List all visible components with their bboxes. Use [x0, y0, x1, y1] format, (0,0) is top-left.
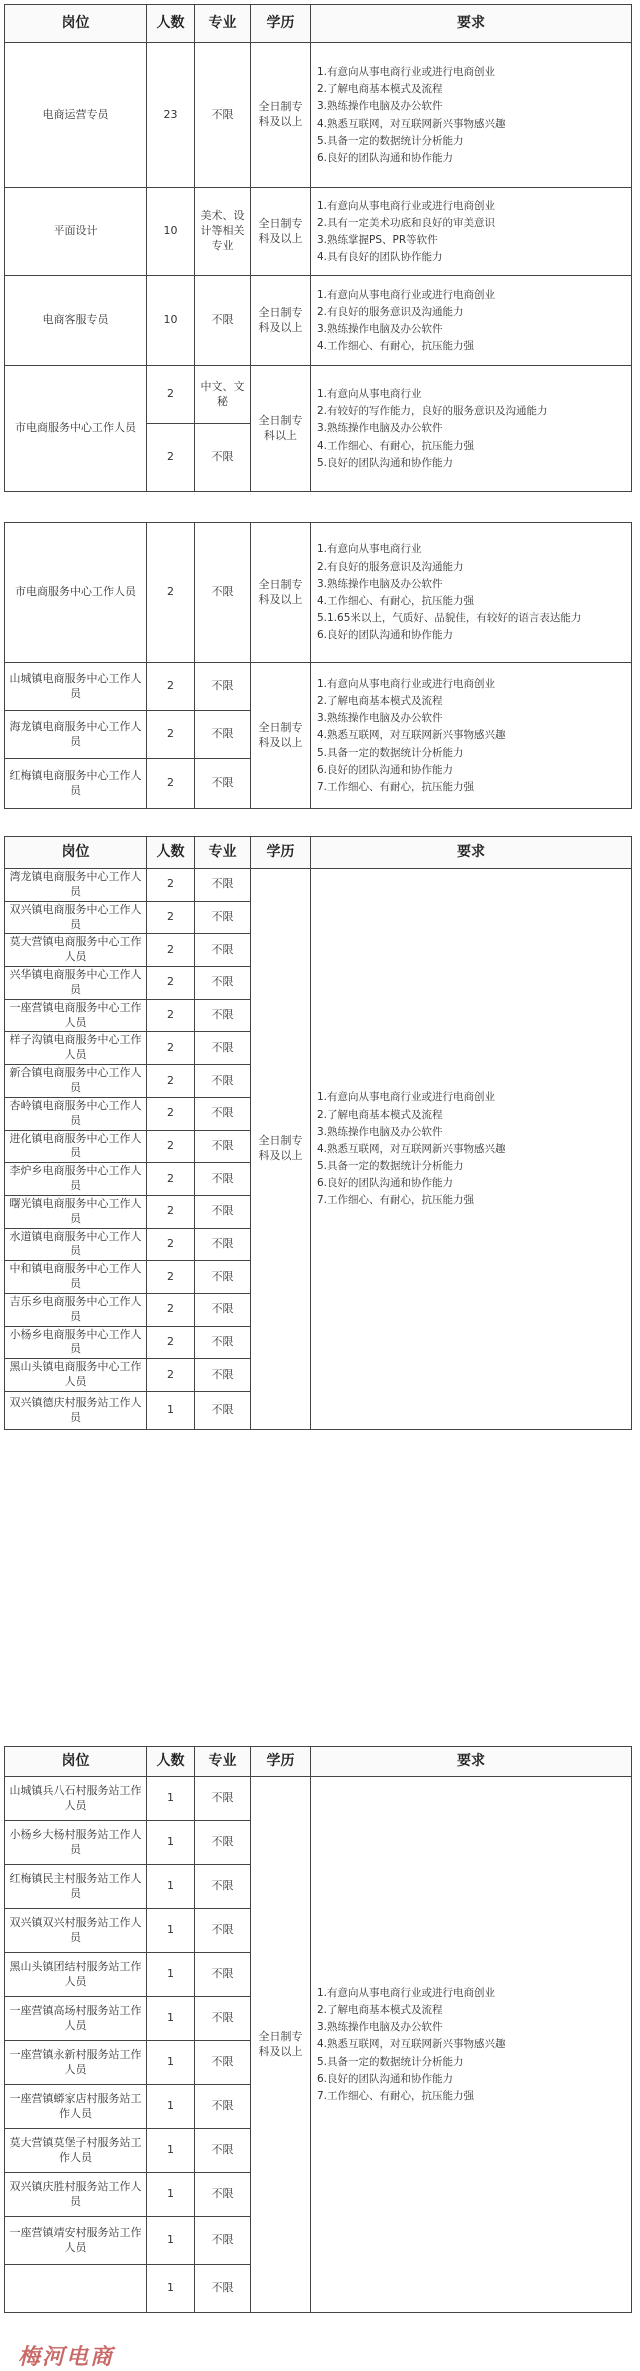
num-cell: 2 [147, 967, 195, 1000]
num-cell: 1 [147, 1821, 195, 1865]
req-line: 2.了解电商基本模式及流程 [317, 83, 443, 96]
major-cell: 不限 [195, 1777, 251, 1821]
major-cell: 不限 [195, 2173, 251, 2217]
edu-cell: 全日制专科及以上 [251, 1777, 311, 2313]
header-edu: 学历 [251, 1747, 311, 1777]
req-line: 2.了解电商基本模式及流程 [317, 1108, 443, 1121]
num-cell: 2 [147, 1097, 195, 1130]
req-line: 4.工作细心、有耐心，抗压能力强 [317, 340, 475, 353]
num-cell: 1 [147, 2173, 195, 2217]
header-post: 岗位 [5, 1747, 147, 1777]
req-line: 5.具备一定的数据统计分析能力 [317, 1160, 464, 1173]
req-line: 5.良好的团队沟通和协作能力 [317, 456, 454, 469]
edu-cell: 全日制专科及以上 [251, 869, 311, 1430]
req-cell [311, 523, 632, 663]
num-cell: 2 [147, 1326, 195, 1359]
post-cell: 山城镇兵八石村服务站工作人员 [5, 1777, 147, 1821]
header-num: 人数 [147, 5, 195, 43]
req-line: 4.熟悉互联网，对互联网新兴事物感兴趣 [317, 117, 506, 130]
post-cell: 兴华镇电商服务中心工作人员 [5, 967, 147, 1000]
num-cell: 2 [147, 999, 195, 1032]
req-line: 5.具备一定的数据统计分析能力 [317, 134, 464, 147]
table-row [5, 366, 632, 424]
header-num: 人数 [147, 1747, 195, 1777]
major-cell: 不限 [195, 1997, 251, 2041]
major-cell: 不限 [195, 869, 251, 902]
num-cell: 23 [147, 43, 195, 188]
edu-cell: 全日制专科及以上 [251, 663, 311, 809]
post-cell: 电商运营专员 [5, 43, 147, 188]
num-cell: 2 [147, 424, 195, 492]
major-cell: 不限 [195, 1195, 251, 1228]
num-cell: 2 [147, 1065, 195, 1098]
req-cell [311, 366, 632, 492]
post-cell [5, 2265, 147, 2313]
num-cell: 10 [147, 276, 195, 366]
req-line: 4.工作细心、有耐心，抗压能力强 [317, 439, 475, 452]
major-cell: 中文、文秘 [195, 366, 251, 424]
major-cell: 不限 [195, 2217, 251, 2265]
post-cell: 平面设计 [5, 188, 147, 276]
req-cell [311, 1777, 632, 2313]
post-cell: 海龙镇电商服务中心工作人员 [5, 711, 147, 759]
post-cell: 一座营镇蟒家店村服务站工作人员 [5, 2085, 147, 2129]
req-line: 1.有意向从事电商行业或进行电商创业 [317, 1986, 496, 1999]
req-line: 4.具有良好的团队协作能力 [317, 251, 443, 264]
req-line: 1.有意向从事电商行业 [317, 543, 422, 556]
post-cell: 小杨乡大杨村服务站工作人员 [5, 1821, 147, 1865]
major-cell: 美术、设计等相关专业 [195, 188, 251, 276]
edu-cell: 全日制专科及以上 [251, 276, 311, 366]
num-cell: 2 [147, 1163, 195, 1196]
post-cell: 市电商服务中心工作人员 [5, 366, 147, 492]
table-row [5, 43, 632, 188]
req-line: 4.熟悉互联网，对互联网新兴事物感兴趣 [317, 2038, 506, 2051]
num-cell: 2 [147, 1228, 195, 1261]
post-cell: 中和镇电商服务中心工作人员 [5, 1261, 147, 1294]
req-line: 2.了解电商基本模式及流程 [317, 2004, 443, 2017]
header-req: 要求 [311, 5, 632, 43]
table-row [5, 663, 632, 711]
major-cell: 不限 [195, 1130, 251, 1163]
edu-cell: 全日制专科及以上 [251, 43, 311, 188]
post-cell: 曙光镇电商服务中心工作人员 [5, 1195, 147, 1228]
post-cell: 李炉乡电商服务中心工作人员 [5, 1163, 147, 1196]
major-cell: 不限 [195, 43, 251, 188]
num-cell: 2 [147, 759, 195, 809]
num-cell: 2 [147, 869, 195, 902]
major-cell: 不限 [195, 1065, 251, 1098]
req-line: 4.工作细心、有耐心，抗压能力强 [317, 595, 475, 607]
major-cell: 不限 [195, 934, 251, 967]
req-cell [311, 276, 632, 366]
header-post: 岗位 [5, 5, 147, 43]
header-major: 专业 [195, 837, 251, 869]
header-req: 要求 [311, 837, 632, 869]
req-line: 6.良好的团队沟通和协作能力 [317, 763, 454, 776]
num-cell: 1 [147, 2129, 195, 2173]
num-cell: 2 [147, 523, 195, 663]
req-line: 2.有良好的服务意识及沟通能力 [317, 305, 464, 318]
req-line: 3.熟练操作电脑及办公软件 [317, 100, 443, 113]
header-row [5, 1747, 632, 1777]
major-cell: 不限 [195, 1228, 251, 1261]
major-cell: 不限 [195, 2085, 251, 2129]
post-cell: 一座营镇高场村服务站工作人员 [5, 1997, 147, 2041]
num-cell: 2 [147, 1130, 195, 1163]
major-cell: 不限 [195, 1163, 251, 1196]
post-cell: 小杨乡电商服务中心工作人员 [5, 1326, 147, 1359]
num-cell: 2 [147, 1359, 195, 1392]
header-edu: 学历 [251, 837, 311, 869]
major-cell: 不限 [195, 523, 251, 663]
watermark-logo: 梅河电商 [18, 2345, 115, 2370]
req-line: 5.1.65米以上，气质好、品貌佳，有较好的语言表达能力 [317, 612, 582, 625]
header-major: 专业 [195, 5, 251, 43]
table-row [5, 523, 632, 663]
req-line: 3.熟练操作电脑及办公软件 [317, 1125, 443, 1138]
req-line: 1.有意向从事电商行业或进行电商创业 [317, 199, 496, 212]
major-cell: 不限 [195, 2129, 251, 2173]
post-cell: 莫大营镇莫堡子村服务站工作人员 [5, 2129, 147, 2173]
num-cell: 2 [147, 901, 195, 934]
major-cell: 不限 [195, 759, 251, 809]
post-cell: 水道镇电商服务中心工作人员 [5, 1228, 147, 1261]
major-cell: 不限 [195, 276, 251, 366]
post-cell: 双兴镇电商服务中心工作人员 [5, 901, 147, 934]
req-line: 2.有良好的服务意识及沟通能力 [317, 560, 464, 573]
header-post: 岗位 [5, 837, 147, 869]
req-line: 3.熟练操作电脑及办公软件 [317, 323, 443, 335]
table-1 [4, 4, 632, 492]
req-line: 1.有意向从事电商行业或进行电商创业 [317, 288, 496, 301]
num-cell: 2 [147, 711, 195, 759]
num-cell: 1 [147, 1909, 195, 1953]
req-line: 6.良好的团队沟通和协作能力 [317, 629, 454, 642]
req-line: 7.工作细心、有耐心，抗压能力强 [317, 780, 475, 793]
req-line: 2.了解电商基本模式及流程 [317, 695, 443, 708]
post-cell: 湾龙镇电商服务中心工作人员 [5, 869, 147, 902]
post-cell: 进化镇电商服务中心工作人员 [5, 1130, 147, 1163]
major-cell: 不限 [195, 901, 251, 934]
table-2 [4, 522, 632, 809]
major-cell: 不限 [195, 1293, 251, 1326]
major-cell: 不限 [195, 1326, 251, 1359]
table-4 [4, 1746, 632, 2313]
header-req: 要求 [311, 1747, 632, 1777]
req-line: 3.熟练掌握PS、PR等软件 [317, 234, 438, 246]
num-cell: 2 [147, 1261, 195, 1294]
major-cell: 不限 [195, 1953, 251, 1997]
num-cell: 2 [147, 1032, 195, 1065]
major-cell: 不限 [195, 1261, 251, 1294]
table-3 [4, 836, 632, 1430]
post-cell: 吉乐乡电商服务中心工作人员 [5, 1293, 147, 1326]
req-line: 1.有意向从事电商行业或进行电商创业 [317, 1091, 496, 1104]
req-line: 1.有意向从事电商行业 [317, 388, 422, 401]
major-cell: 不限 [195, 999, 251, 1032]
req-line: 6.良好的团队沟通和协作能力 [317, 1177, 454, 1190]
post-cell: 一座营镇靖安村服务站工作人员 [5, 2217, 147, 2265]
header-row [5, 5, 632, 43]
post-cell: 双兴镇庆胜村服务站工作人员 [5, 2173, 147, 2217]
req-line: 5.具备一定的数据统计分析能力 [317, 2055, 464, 2068]
req-cell [311, 43, 632, 188]
post-cell: 一座营镇永新村服务站工作人员 [5, 2041, 147, 2085]
table-row [5, 1777, 632, 1821]
edu-cell: 全日制专科以上 [251, 366, 311, 492]
req-line: 3.熟练操作电脑及办公软件 [317, 2021, 443, 2034]
req-line: 2.具有一定美术功底和良好的审美意识 [317, 216, 496, 229]
post-cell: 黑山头镇电商服务中心工作人员 [5, 1359, 147, 1392]
post-cell: 样子沟镇电商服务中心工作人员 [5, 1032, 147, 1065]
num-cell: 1 [147, 1777, 195, 1821]
req-line: 6.良好的团队沟通和协作能力 [317, 151, 454, 164]
header-major: 专业 [195, 1747, 251, 1777]
req-line: 5.具备一定的数据统计分析能力 [317, 746, 464, 759]
major-cell: 不限 [195, 1821, 251, 1865]
table-row [5, 276, 632, 366]
header-edu: 学历 [251, 5, 311, 43]
req-line: 4.熟悉互联网，对互联网新兴事物感兴趣 [317, 729, 506, 742]
num-cell: 1 [147, 1997, 195, 2041]
req-line: 3.熟练操作电脑及办公软件 [317, 422, 443, 435]
major-cell: 不限 [195, 1909, 251, 1953]
table-row [5, 869, 632, 902]
major-cell: 不限 [195, 711, 251, 759]
post-cell: 山城镇电商服务中心工作人员 [5, 663, 147, 711]
num-cell: 1 [147, 2217, 195, 2265]
post-cell: 电商客服专员 [5, 276, 147, 366]
header-row [5, 837, 632, 869]
num-cell: 1 [147, 2085, 195, 2129]
post-cell: 双兴镇双兴村服务站工作人员 [5, 1909, 147, 1953]
major-cell: 不限 [195, 663, 251, 711]
major-cell: 不限 [195, 2265, 251, 2313]
req-line: 4.熟悉互联网，对互联网新兴事物感兴趣 [317, 1142, 506, 1155]
post-cell: 红梅镇民主村服务站工作人员 [5, 1865, 147, 1909]
major-cell: 不限 [195, 1359, 251, 1392]
num-cell: 1 [147, 2265, 195, 2313]
post-cell: 莫大营镇电商服务中心工作人员 [5, 934, 147, 967]
req-line: 1.有意向从事电商行业或进行电商创业 [317, 677, 496, 690]
num-cell: 1 [147, 1865, 195, 1909]
major-cell: 不限 [195, 1032, 251, 1065]
num-cell: 2 [147, 934, 195, 967]
num-cell: 1 [147, 2041, 195, 2085]
num-cell: 2 [147, 1293, 195, 1326]
num-cell: 1 [147, 1392, 195, 1430]
major-cell: 不限 [195, 2041, 251, 2085]
num-cell: 2 [147, 1195, 195, 1228]
major-cell: 不限 [195, 1097, 251, 1130]
req-cell [311, 869, 632, 1430]
req-line: 2.有较好的写作能力，良好的服务意识及沟通能力 [317, 405, 548, 418]
req-line: 3.熟练操作电脑及办公软件 [317, 712, 443, 725]
req-line: 7.工作细心、有耐心，抗压能力强 [317, 2089, 475, 2102]
header-num: 人数 [147, 837, 195, 869]
major-cell: 不限 [195, 1865, 251, 1909]
num-cell: 1 [147, 1953, 195, 1997]
major-cell: 不限 [195, 967, 251, 1000]
post-cell: 一座营镇电商服务中心工作人员 [5, 999, 147, 1032]
post-cell: 红梅镇电商服务中心工作人员 [5, 759, 147, 809]
req-cell [311, 663, 632, 809]
req-line: 1.有意向从事电商行业或进行电商创业 [317, 65, 496, 78]
post-cell: 新合镇电商服务中心工作人员 [5, 1065, 147, 1098]
major-cell: 不限 [195, 424, 251, 492]
num-cell: 2 [147, 663, 195, 711]
post-cell: 杏岭镇电商服务中心工作人员 [5, 1097, 147, 1130]
num-cell: 10 [147, 188, 195, 276]
major-cell: 不限 [195, 1392, 251, 1430]
edu-cell: 全日制专科及以上 [251, 523, 311, 663]
req-line: 6.良好的团队沟通和协作能力 [317, 2072, 454, 2085]
edu-cell: 全日制专科及以上 [251, 188, 311, 276]
num-cell: 2 [147, 366, 195, 424]
req-line: 3.熟练操作电脑及办公软件 [317, 577, 443, 590]
post-cell: 市电商服务中心工作人员 [5, 523, 147, 663]
post-cell: 双兴镇德庆村服务站工作人员 [5, 1392, 147, 1430]
table-row [5, 188, 632, 276]
req-line: 7.工作细心、有耐心，抗压能力强 [317, 1194, 475, 1207]
req-cell [311, 188, 632, 276]
post-cell: 黑山头镇团结村服务站工作人员 [5, 1953, 147, 1997]
